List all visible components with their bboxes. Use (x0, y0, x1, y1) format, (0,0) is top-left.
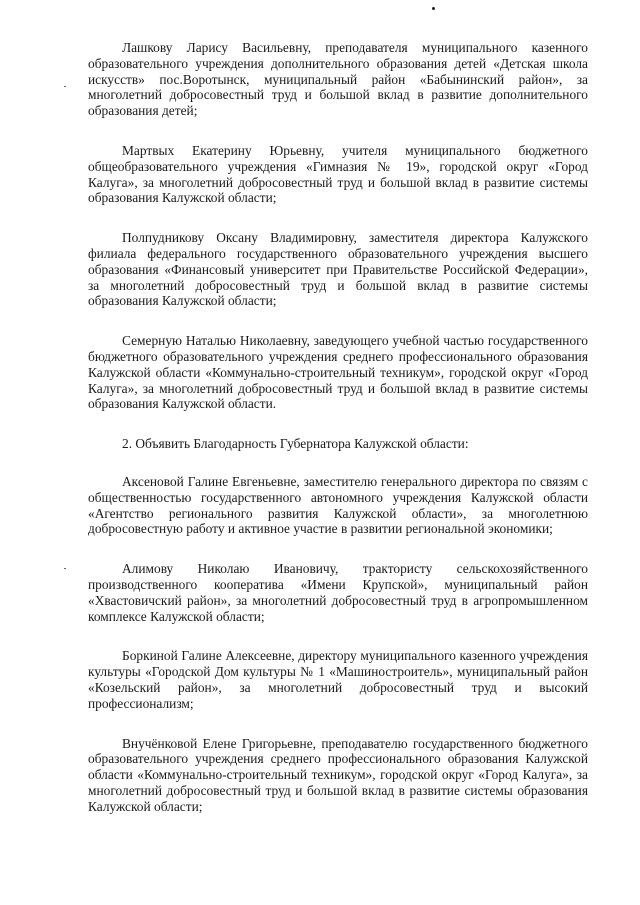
scan-margin-mark (64, 568, 66, 569)
section-heading-gratitude: 2. Объявить Благодарность Губернатора Калужской области: (122, 436, 469, 452)
gratitude-paragraph-alimov: Алимову Николаю Ивановичу, трактористу сельскохозяйственного производственного кооператива «Имени Крупской», муниципальный район «Хвастовичский район», за многолетний добросовестный труд в агропромышленном комплексе Калужской области; (88, 561, 588, 624)
award-paragraph-lashkova: Лашкову Ларису Васильевну, преподавателя муниципального казенного образовательного учреждения дополнительного образования детей «Детская школа искусств» пос.Воротынск, муниципальный район «Бабынинский район», за многолетний добросовестный труд и большой вклад в развитие дополнительного образования детей; (88, 40, 588, 119)
gratitude-paragraph-vnuchenkova: Внучёнковой Елене Григорьевне, преподавателю государственного бюджетного образовательного учреждения среднего профессионального образования Калужской области «Коммунально-строительный техникум», городской округ «Город Калуга», за многолетний добросовестный труд и большой вклад в развитие системы образования Калужской области; (88, 735, 588, 814)
scan-margin-mark (64, 86, 66, 87)
document-body (88, 40, 588, 814)
scan-dot-mark (432, 7, 435, 10)
award-paragraph-semernaya: Семерную Наталью Николаевну, заведующего учебной частью государственного бюджетного образовательного учреждения среднего профессионального образования Калужской области «Коммунально-строительный техникум», городской округ «Город Калуга», за многолетний добросовестный труд и большой вклад в развитие системы образования Калужской области. (88, 333, 588, 412)
award-paragraph-polpudnikova: Полпудникову Оксану Владимировну, заместителя директора Калужского филиала федерального государственного образовательного учреждения высшего образования «Финансовый университет при Правительстве Российской Федерации», за многолетний добросовестный труд и большой вклад в развитие системы образования Калужской области; (88, 230, 588, 309)
award-paragraph-martvykh: Мартвых Екатерину Юрьевну, учителя муниципального бюджетного общеобразовательного учреждения «Гимназия № 19», городской округ «Город Калуга», за многолетний добросовестный труд и большой вклад в развитие системы образования Калужской области; (88, 142, 588, 206)
gratitude-paragraph-borkina: Боркиной Галине Алексеевне, директору муниципального казенного учреждения культуры «Городской Дом культуры № 1 «Машиностроитель», муниципальный район «Козельский район», за многолетний добросовестный труд и высокий профессионализм; (88, 648, 588, 711)
gratitude-paragraph-aksenova: Аксеновой Галине Евгеньевне, заместителю генерального директора по связям с общественностью государственного автономного учреждения Калужской области «Агентство регионального развития Калужской области», за многолетнюю добросовестную работу и активное участие в развитии региональной экономики; (88, 473, 588, 537)
